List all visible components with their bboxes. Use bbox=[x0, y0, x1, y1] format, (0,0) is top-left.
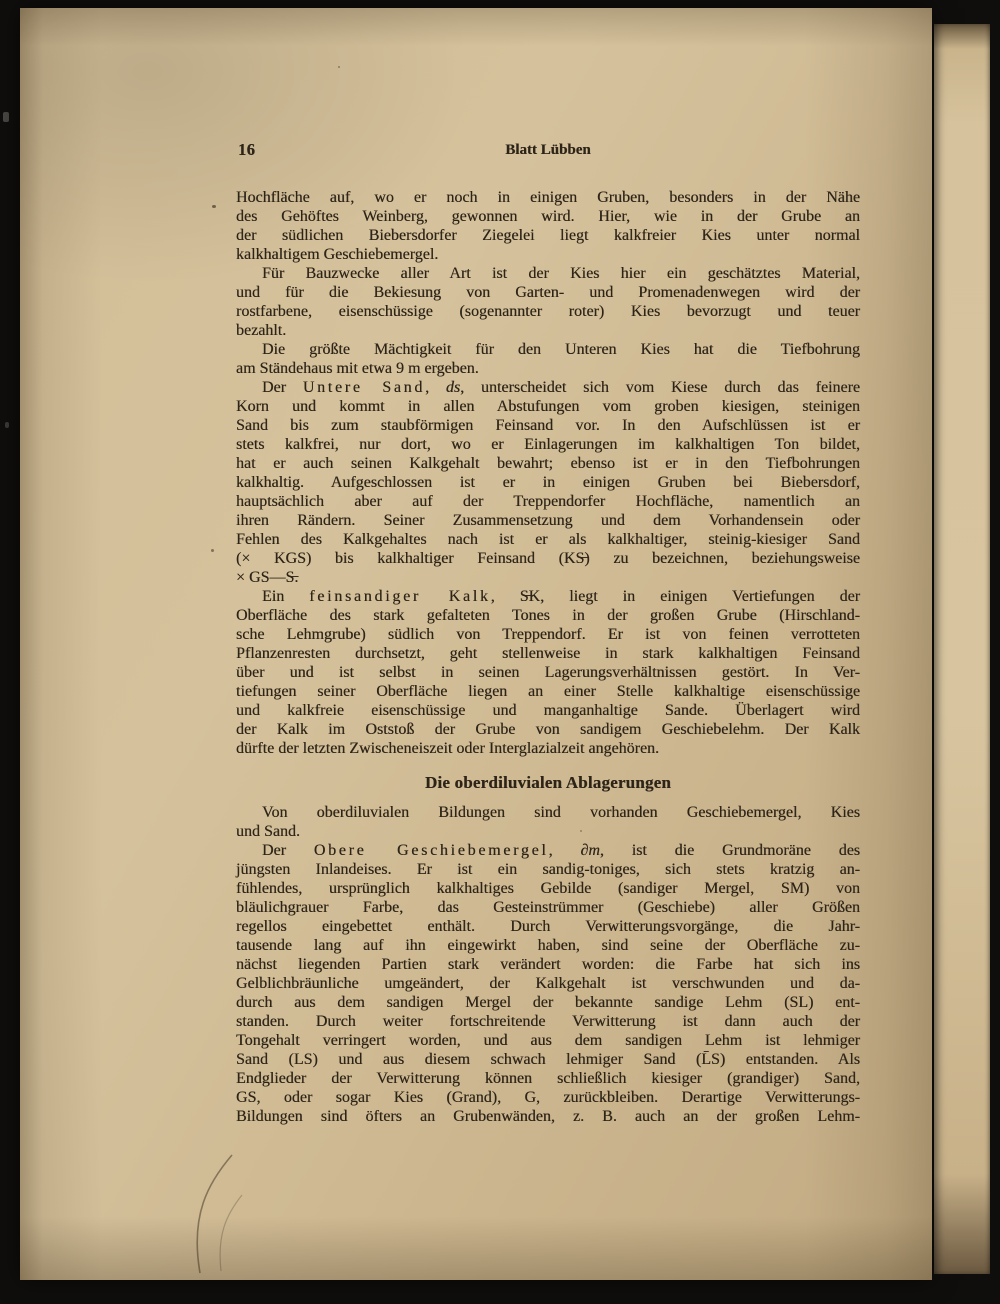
text-line bbox=[236, 625, 860, 644]
text-line bbox=[236, 1050, 860, 1069]
body-text: Für Bauzwecke aller Art ist der Kies hier ein geschätztes Material, bbox=[262, 265, 860, 282]
body-text: Die größte Mächtigkeit für den Unteren Kies hat die Tiefbohrung bbox=[262, 341, 860, 358]
text-line bbox=[236, 359, 860, 378]
body-text: bezahlt. bbox=[236, 322, 287, 339]
body-text: Hochfläche auf, wo er noch in einigen Gruben, besonders in der Nähe bbox=[236, 189, 860, 206]
text-line bbox=[236, 492, 860, 511]
adjacent-page-edge bbox=[934, 24, 990, 1274]
body-text: sche Lehmgrube) südlich von Treppendorf. Er ist von feinen verrotteten bbox=[236, 626, 860, 643]
text-line bbox=[236, 530, 860, 549]
body-text: fühlendes, ursprünglich kalkhaltiges Gebilde (sandiger Mergel, SM) von bbox=[236, 880, 860, 897]
text-line bbox=[236, 663, 860, 682]
text-line bbox=[236, 226, 860, 245]
body-text: , S̶K, liegt in einigen Vertiefungen der bbox=[490, 588, 861, 605]
body-text: der südlichen Biebersdorfer Ziegelei liegt kalkfreier Kies unter normal bbox=[236, 227, 860, 244]
body-text: tausende lang auf ihn eingewirkt haben, sind seine der Oberfläche zu- bbox=[236, 937, 860, 954]
text-line bbox=[236, 644, 860, 663]
body-text: der Kalk im Oststoß der Grube von sandigem Geschiebelehm. Der Kalk bbox=[236, 721, 860, 738]
text-line bbox=[236, 682, 860, 701]
body-text: Pflanzenresten durchsetzt, geht stellenweise in stark kalkhaltigen Feinsand bbox=[236, 645, 860, 662]
body-text: Endglieder der Verwitterung können schließlich kiesiger (grandiger) Sand, bbox=[236, 1070, 860, 1087]
text-line bbox=[236, 936, 860, 955]
body-text: kalkhaltigem Geschiebemergel. bbox=[236, 246, 439, 263]
text-line bbox=[236, 264, 860, 283]
page-curl-mark bbox=[170, 1153, 260, 1275]
text-line bbox=[236, 397, 860, 416]
paragraph bbox=[236, 803, 860, 841]
body-text: standen. Durch weiter fortschreitende Verwitterung ist dann auch der bbox=[236, 1013, 860, 1030]
body-text: Bildungen sind öfters an Grubenwänden, z. B. auch an der großen Lehm- bbox=[236, 1108, 860, 1125]
text-line bbox=[236, 879, 860, 898]
paragraph bbox=[236, 264, 860, 340]
text-line bbox=[236, 340, 860, 359]
italic-symbol-text: ds bbox=[445, 379, 461, 396]
body-text: hauptsächlich aber auf der Treppendorfer Hochfläche, namentlich an bbox=[236, 493, 860, 510]
text-line bbox=[236, 454, 860, 473]
text-line bbox=[236, 1012, 860, 1031]
text-line bbox=[236, 993, 860, 1012]
body-text: am Ständehaus mit etwa 9 m ergeben. bbox=[236, 360, 479, 377]
text-line bbox=[236, 245, 860, 264]
body-text: durch aus dem sandigen Mergel der bekannte sandige Lehm (SL) ent- bbox=[236, 994, 860, 1011]
text-line bbox=[236, 321, 860, 340]
text-line bbox=[236, 378, 860, 397]
paragraph bbox=[236, 841, 860, 1126]
body-text: Tongehalt verringert worden, und aus dem sandigen Lehm ist lehmiger bbox=[236, 1032, 860, 1049]
spaced-emphasis-text: Obere Geschiebemergel bbox=[313, 842, 549, 859]
section-heading: Die oberdiluvialen Ablagerungen bbox=[424, 773, 672, 792]
body-text: × GS—S̶. bbox=[236, 569, 299, 586]
text-line bbox=[236, 416, 860, 435]
body-text: stets kalkfrei, nur dort, wo er Einlagerungen im kalkhaltigen Ton bildet, bbox=[236, 436, 860, 453]
body-text: des Gehöftes Weinberg, gewonnen wird. Hier, wie in der Grube an bbox=[236, 208, 860, 225]
text-line bbox=[236, 1069, 860, 1088]
body-text: und für die Bekiesung von Garten- und Promenadenwegen wird der bbox=[236, 284, 860, 301]
text-line bbox=[236, 188, 860, 207]
text-line bbox=[236, 606, 860, 625]
text-line bbox=[236, 473, 860, 492]
text-line bbox=[236, 955, 860, 974]
text-line bbox=[236, 917, 860, 936]
body-text: (× KGS) bis kalkhaltiger Feinsand (KS̶) zu bezeichnen, beziehungsweise bbox=[236, 550, 860, 567]
body-text: jüngsten Inlandeises. Er ist ein sandig-toniges, sich stets kratzig an- bbox=[236, 861, 860, 878]
text-line bbox=[236, 568, 860, 587]
text-line bbox=[236, 898, 860, 917]
body-text: , bbox=[548, 842, 581, 859]
page-number: 16 bbox=[238, 140, 256, 159]
text-line bbox=[236, 1031, 860, 1050]
ink-speck bbox=[338, 66, 340, 68]
paragraph bbox=[236, 587, 860, 758]
body-text: und Sand. bbox=[236, 823, 300, 840]
text-line bbox=[236, 841, 860, 860]
body-text: Sand bis zum staubförmigen Feinsand vor. In den Aufschlüssen ist er bbox=[236, 417, 860, 434]
body-text: ihren Rändern. Seiner Zusammensetzung und dem Vorhandensein oder bbox=[236, 512, 860, 529]
body-text: Oberfläche des stark gefalteten Tones in der großen Grube (Hirschland- bbox=[236, 607, 860, 624]
text-line bbox=[236, 1088, 860, 1107]
body-text: nächst liegenden Partien stark verändert worden: die Farbe hat sich ins bbox=[236, 956, 860, 973]
text-line bbox=[236, 435, 860, 454]
text-line bbox=[236, 302, 860, 321]
body-text: Korn und kommt in allen Abstufungen vom groben kiesigen, steinigen bbox=[236, 398, 860, 415]
body-text: rostfarbene, eisenschüssige (sogenannter roter) Kies bevorzugt und teuer bbox=[236, 303, 860, 320]
paragraph bbox=[236, 340, 860, 378]
body-text: und kalkfreie eisenschüssige und manganhaltige Sande. Überlagert wird bbox=[236, 702, 860, 719]
text-line bbox=[236, 701, 860, 720]
body-text: über und ist selbst in seinen Lagerungsverhältnissen gestört. In Ver- bbox=[236, 664, 860, 681]
body-text: , bbox=[425, 379, 446, 396]
spaced-emphasis-text: feinsandiger Kalk bbox=[309, 588, 491, 605]
body-text: , ist die Grundmoräne des bbox=[599, 842, 861, 859]
body-text: Von oberdiluvialen Bildungen sind vorhanden Geschiebemergel, Kies bbox=[262, 804, 860, 821]
page-text-block bbox=[236, 140, 860, 1126]
body-text: regellos eingebettet enthält. Durch Verwitterungsvorgänge, die Jahr- bbox=[236, 918, 860, 935]
text-line bbox=[236, 803, 860, 822]
body-text: Der bbox=[262, 379, 303, 396]
running-title: Blatt Lübben bbox=[505, 142, 591, 158]
text-line bbox=[236, 974, 860, 993]
body-text: bläulichgrauer Farbe, das Gesteinstrümmer (Geschiebe) aller Größen bbox=[236, 899, 860, 916]
body-text: hat er auch seinen Kalkgehalt bewahrt; ebenso ist er in den Tiefbohrungen bbox=[236, 455, 860, 472]
body-text: tiefungen seiner Oberfläche liegen an einer Stelle kalkhaltige eisenschüssige bbox=[236, 683, 860, 700]
book-page bbox=[20, 8, 932, 1280]
body-text: Sand (LS) und aus diesem schwach lehmiger Sand (L̄S) entstanden. Als bbox=[236, 1051, 860, 1068]
text-line bbox=[236, 1107, 860, 1126]
text-line bbox=[236, 587, 860, 606]
text-line bbox=[236, 822, 860, 841]
film-artifact bbox=[5, 422, 9, 428]
ink-speck bbox=[212, 205, 216, 208]
paragraph bbox=[236, 378, 860, 587]
spaced-emphasis-text: Untere Sand bbox=[302, 379, 426, 396]
paragraph bbox=[236, 188, 860, 264]
body-text: kalkhaltig. Aufgeschlossen ist er in einigen Gruben bei Biebersdorf, bbox=[236, 474, 860, 491]
text-line bbox=[236, 511, 860, 530]
italic-symbol-text: ∂m bbox=[580, 842, 600, 859]
body-text: Gelblichbräunliche umgeändert, der Kalkgehalt ist verschwunden und da- bbox=[236, 975, 860, 992]
body-text: , unterscheidet sich vom Kiese durch das feinere bbox=[460, 379, 861, 396]
text-line bbox=[236, 207, 860, 226]
text-line bbox=[236, 283, 860, 302]
body-text: Der bbox=[262, 842, 314, 859]
text-line bbox=[236, 860, 860, 879]
body-text: dürfte der letzten Zwischeneiszeit oder Interglazialzeit angehören. bbox=[236, 740, 660, 757]
page-body bbox=[236, 188, 860, 1126]
text-line bbox=[236, 720, 860, 739]
text-line bbox=[236, 739, 860, 758]
text-line bbox=[236, 549, 860, 568]
page-header bbox=[236, 140, 860, 162]
film-artifact bbox=[3, 112, 9, 122]
ink-speck bbox=[211, 549, 214, 552]
body-text: GS, oder sogar Kies (Grand), G, zurückbleiben. Derartige Verwitterungs- bbox=[236, 1089, 860, 1106]
body-text: Fehlen des Kalkgehaltes nach ist er als kalkhaltiger, steinig-kiesiger Sand bbox=[236, 531, 860, 548]
body-text: Ein bbox=[262, 588, 310, 605]
